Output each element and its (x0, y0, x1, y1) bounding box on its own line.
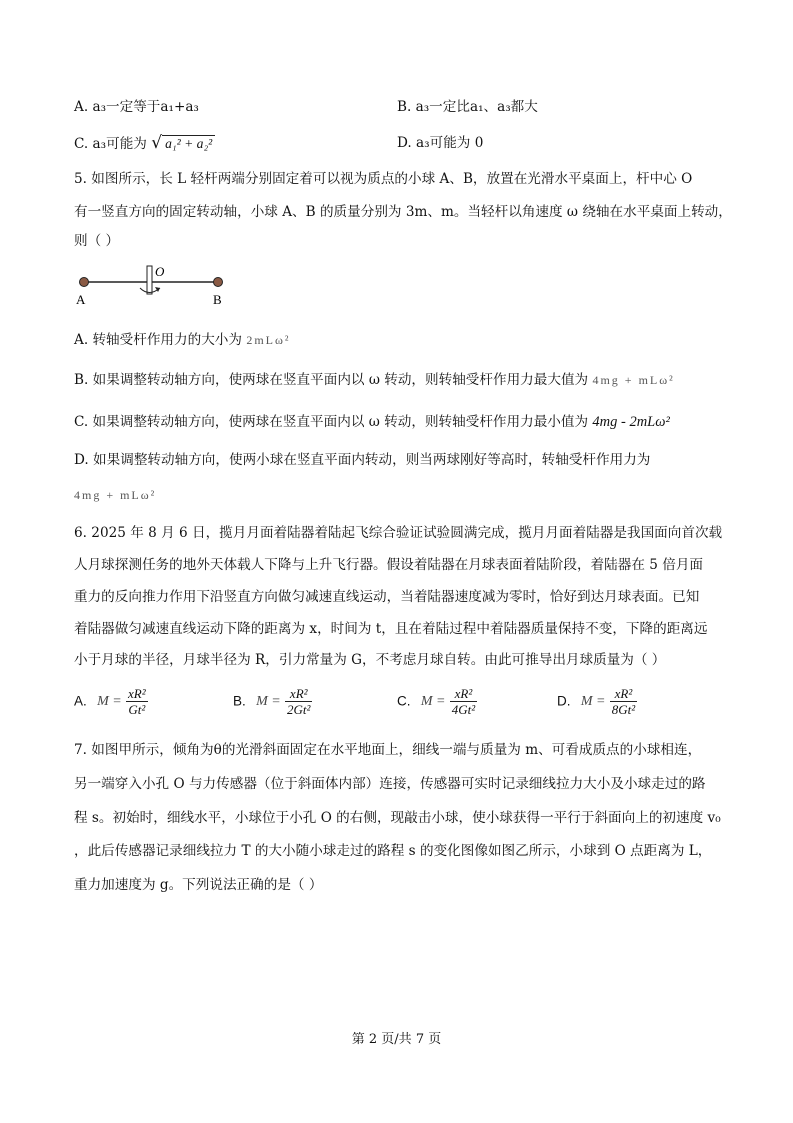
q4-option-c (74, 134, 215, 153)
ball-b-icon (214, 278, 223, 287)
q6-option-a (74, 686, 148, 722)
q6-option-b (233, 686, 312, 722)
q6-option-a-lhs: M = (97, 693, 122, 709)
q5-rod-figure (68, 260, 238, 308)
q5-option-b-text: B. 如果调整转动轴方向，使两球在竖直平面内以 ω 转动，则转轴受杆作用力最大值为 (74, 372, 589, 388)
numerator: xR² (285, 686, 312, 702)
q5-option-a (74, 331, 291, 349)
q6-option-b-lhs: M = (256, 693, 281, 709)
q6-option-d-fraction (610, 686, 637, 717)
q6-stem-line3: 重力的反向推力作用下沿竖直方向做匀减速直线运动，当着陆器速度减为零时，恰好到达月球表面。已知 (74, 589, 700, 605)
q7-stem-line2: 另一端穿入小孔 O 与力传感器（位于斜面体内部）连接，传感器可实时记录细线拉力大小及小球走过的路 (74, 776, 706, 792)
q6-option-d-lhs: M = (580, 693, 606, 709)
q4-option-a: A. a₃一定等于a₁+a₃ (74, 99, 199, 115)
q5-option-d-expr: 4mg + mLω² (74, 488, 157, 502)
denominator: 2Gt² (287, 702, 311, 717)
q5-option-c-expr: 4mg - 2mLω² (592, 414, 670, 430)
denominator: 8Gt² (611, 702, 636, 717)
numerator: xR² (128, 686, 146, 701)
q7-stem-line3: 程 s。初始时，细线水平，小球位于小孔 O 的右侧，现敲击小球，使小球获得一平行于斜面向上的初速度 v₀ (74, 810, 721, 826)
q5-stem-line2: 有一竖直方向的固定转动轴，小球 A、B 的质量分别为 3m、m。当轻杆以角速度 ω 绕轴在水平桌面上转动， (74, 204, 732, 220)
q6-option-c (397, 686, 477, 722)
q5-option-a-expr: 2mLω² (246, 333, 291, 347)
q6-option-c-label: C. (397, 693, 411, 709)
rotation-axis-icon (147, 266, 152, 294)
q6-option-d (557, 686, 637, 722)
page-footer: 第 2 页/共 7 页 (351, 1032, 442, 1047)
q5-option-c (74, 413, 670, 431)
q5-option-d: D. 如果调整转动轴方向，使两小球在竖直平面内转动，则当两球刚好等高时，转轴受杆作用力为 (74, 452, 651, 468)
q6-option-c-lhs: M = (420, 693, 446, 709)
numerator: xR² (450, 686, 477, 702)
q5-stem-line3: 则（ ） (74, 233, 120, 249)
q5-option-a-text: A. 转轴受杆作用力的大小为 (74, 332, 242, 348)
q4-option-c-text: C. a₃可能为 (74, 136, 147, 152)
q6-option-b-label: B. (233, 693, 246, 709)
q6-stem-line2: 人月球探测任务的地外天体载人下降与上升飞行器。假设着陆器在月球表面着陆阶段，着陆器在 5 倍月面 (74, 557, 704, 573)
q4-option-c-radicand: a₁² + a₂² (162, 135, 215, 151)
q6-option-d-label: D. (557, 693, 571, 709)
label-b: B (213, 292, 222, 307)
q4-option-d: D. a₃可能为 0 (397, 135, 484, 151)
q6-stem-line4: 着陆器做匀减速直线运动下降的距离为 x，时间为 t，且在着陆过程中着陆器质量保持不变，下降的距离远 (74, 621, 708, 637)
q4-option-b: B. a₃一定比a₁、a₃都大 (397, 99, 538, 115)
q6-option-a-label: A. (74, 693, 87, 709)
label-a: A (76, 292, 86, 307)
q6-stem-line1: 6. 2025 年 8 月 6 日，揽月月面着陆器着陆起飞综合验证试验圆满完成，揽月月面着陆器是我国面向首次载 (74, 525, 723, 541)
q5-option-c-text: C. 如果调整转动轴方向，使两球在竖直平面内以 ω 转动，则转轴受杆作用力最小值为 (74, 414, 589, 430)
q7-stem-line4: ，此后传感器记录细线拉力 T 的大小随小球走过的路程 s 的变化图像如图乙所示，小球到 O 点距离为 L， (74, 843, 712, 859)
q5-stem-line1: 5. 如图所示，长 L 轻杆两端分别固定着可以视为质点的小球 A、B，放置在光滑水平桌面上，杆中心 O (74, 171, 693, 187)
ball-a-icon (80, 278, 89, 287)
sqrt-icon: √ (151, 133, 163, 153)
q6-option-c-fraction (450, 686, 477, 717)
q7-stem-line1: 7. 如图甲所示，倾角为θ的光滑斜面固定在水平地面上，细线一端与质量为 m、可看成质点的小球相连， (74, 742, 702, 758)
numerator: xR² (610, 686, 637, 702)
q6-stem-line5: 小于月球的半径，月球半径为 R，引力常量为 G，不考虑月球自转。由此可推导出月球质量为（ ） (74, 652, 666, 668)
q7-stem-line5: 重力加速度为 g。下列说法正确的是（ ） (74, 877, 323, 893)
q5-option-b (74, 371, 675, 389)
q6-option-b-fraction (285, 686, 312, 717)
denominator: Gt² (128, 702, 146, 717)
q5-option-b-expr: 4mg + mLω² (592, 373, 675, 387)
label-o: O (155, 264, 165, 279)
q6-option-a-fraction (126, 686, 148, 717)
denominator: 4Gt² (451, 702, 476, 717)
